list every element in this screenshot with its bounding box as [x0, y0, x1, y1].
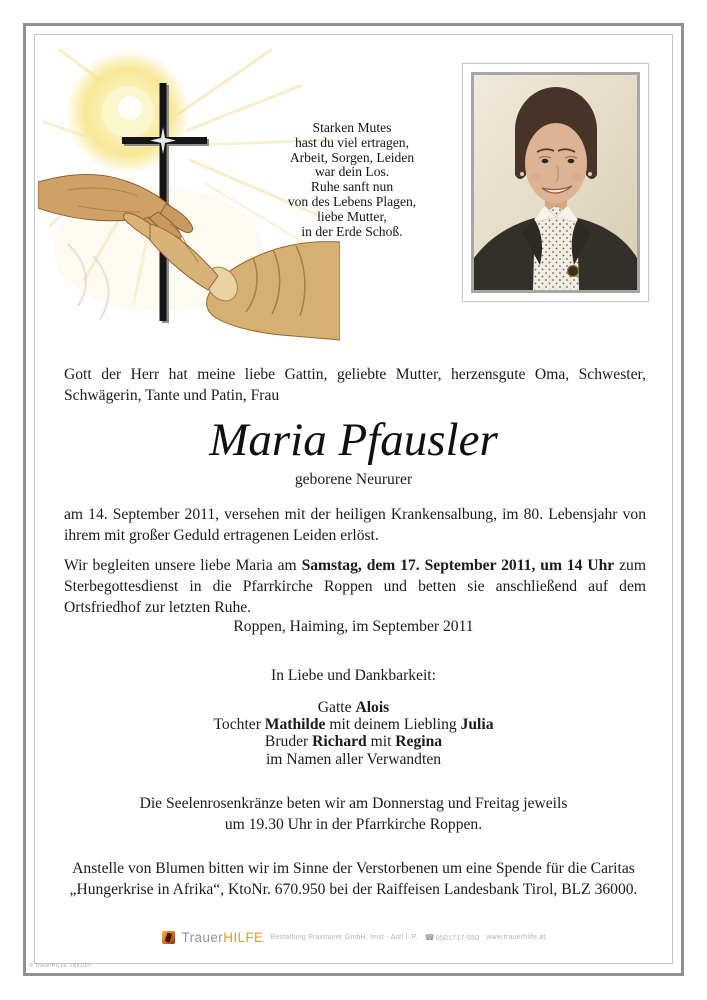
portrait-photo-frame	[462, 63, 649, 302]
donation-note	[0, 858, 707, 900]
website-url: www.trauerhilfe.at	[486, 934, 546, 941]
company-line: Bestattung Praxmarer GmbH, Imst - Arzl i. P.	[270, 934, 418, 941]
family-text: Bruder	[264, 733, 313, 751]
family-name: Alois	[355, 699, 390, 716]
family-name: Regina	[395, 733, 443, 751]
family-text: mit	[366, 733, 396, 751]
closing-heading: In Liebe und Dankbarkeit:	[271, 667, 436, 684]
rosary-line: Die Seelenrosenkränze beten wir am Donnerstag und Freitag jeweils	[139, 795, 568, 812]
earring-right	[588, 172, 592, 176]
cheek-left	[530, 173, 542, 181]
sun-highlight	[118, 96, 142, 120]
family-list	[0, 699, 707, 768]
poem-line: von des Lebens Plagen,	[287, 193, 417, 209]
hair-left	[515, 130, 526, 179]
logo-mark	[164, 932, 172, 942]
maiden-name: geborene Neururer	[294, 471, 413, 488]
donation-line: Anstelle von Blumen bitten wir im Sinne der Verstorbenen um eine Spende für die Caritas	[72, 860, 635, 877]
funeral-paragraph	[64, 555, 646, 618]
poem-line: Arbeit, Sorgen, Leiden	[289, 149, 415, 165]
earring-left	[520, 172, 524, 176]
poem-line: Starken Mutes	[312, 120, 392, 135]
portrait-photo	[471, 72, 640, 293]
family-line-daughter	[0, 716, 707, 733]
family-name: Julia	[460, 716, 494, 734]
poem-line: hast du viel ertragen,	[295, 134, 409, 150]
phone-icon: ☎	[424, 933, 435, 942]
portrait-woman	[474, 75, 637, 290]
family-text: Gatte	[317, 699, 356, 716]
brooch	[568, 266, 579, 277]
poem-line: in der Erde Schoß.	[301, 223, 403, 239]
hair-right	[586, 130, 597, 179]
print-copyright: © TrauerHILFE JN91007	[29, 963, 93, 969]
funeral-text-pre: Wir begleiten unsere liebe Maria am	[64, 557, 302, 574]
brand-part-hilfe: HILFE	[223, 930, 264, 945]
phone-number: 0501717-550	[435, 935, 480, 942]
family-line-brother	[0, 733, 707, 750]
funeral-home-footer	[0, 930, 707, 945]
family-name: Richard	[312, 733, 367, 751]
death-paragraph: am 14. September 2011, versehen mit der heiligen Krankensalbung, im 80. Lebensjahr von ihrem mit großer Geduld ertragenen Leiden erlöst.	[64, 506, 646, 544]
phone-block	[425, 933, 480, 942]
family-line-husband	[0, 699, 707, 716]
cheek-right	[571, 173, 583, 181]
rosary-note	[0, 793, 707, 835]
family-line-relatives: im Namen aller Verwandten	[265, 750, 442, 768]
funeral-datetime: Samstag, dem 17. September 2011, um 14 Uhr	[301, 557, 615, 574]
donation-line: „Hungerkrise in Afrika“, KtoNr. 670.950 bei der Raiffeisen Landesbank Tirol, BLZ 36000.	[69, 881, 638, 898]
deceased-name: Maria Pfausler	[209, 414, 498, 466]
place-dateline: Roppen, Haiming, im September 2011	[233, 618, 474, 635]
brand-wordmark	[182, 930, 264, 945]
brand-part-trauer: Trauer	[181, 930, 224, 945]
poem-line: liebe Mutter,	[317, 208, 387, 224]
trauerhilfe-logo-icon	[162, 931, 175, 944]
family-name: Mathilde	[264, 716, 326, 734]
poem-line: Ruhe sanft nun	[310, 179, 394, 195]
poem-line: war dein Los.	[314, 164, 390, 180]
intro-paragraph: Gott der Herr hat meine liebe Gattin, geliebte Mutter, herzensgute Oma, Schwester, Schwägerin, Tante und Patin, Frau	[64, 366, 646, 404]
rosary-line: um 19.30 Uhr in der Pfarrkirche Roppen.	[224, 816, 483, 833]
family-text: mit deinem Liebling	[325, 716, 461, 734]
funeral-text-post: zum Sterbegottesdienst in die Pfarrkirche Roppen und betten sie anschließend auf dem Ortsfriedhof zur letzten Ruhe.	[64, 557, 646, 616]
family-text: Tochter	[213, 716, 265, 734]
memorial-poem	[232, 121, 472, 239]
